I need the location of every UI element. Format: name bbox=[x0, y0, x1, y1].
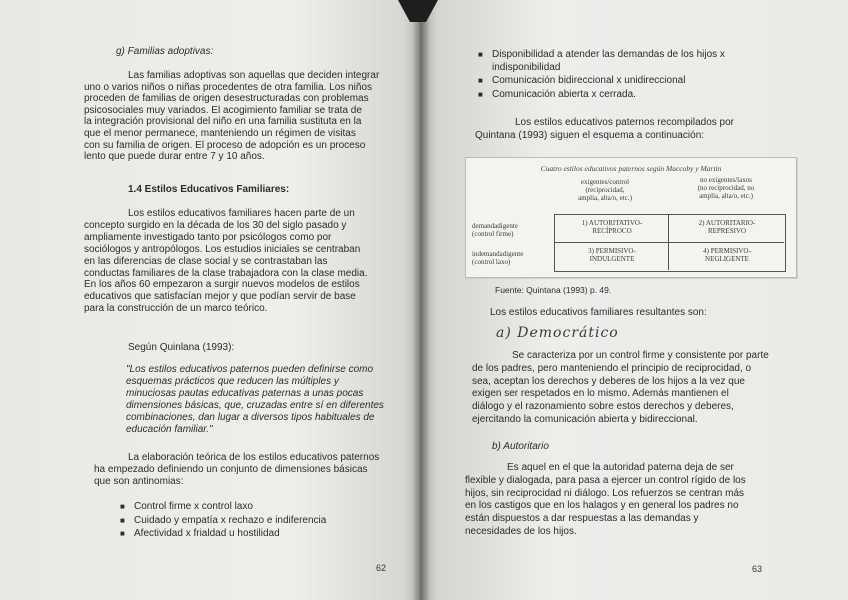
text-line: En los años 60 empezaron a surgir nuevos modelos de estilos bbox=[84, 279, 360, 291]
page-number-left: 62 bbox=[376, 563, 387, 573]
figure-cell-permisivo-indulgente: 3) PERMISIVO- INDULGENTE bbox=[588, 247, 636, 263]
text-line: que son antinomias: bbox=[94, 476, 184, 487]
text-line: ejercitando la comunicación abierta y bidireccional. bbox=[472, 413, 698, 425]
figure-cell-autoritario: 2) AUTORITARIO- REPRESIVO bbox=[698, 219, 756, 235]
figure-col-header-1: exigentes/control (reciprocidad, amplia, alta/o, etc.) bbox=[578, 178, 632, 202]
paragraph-elaboracion bbox=[94, 452, 386, 488]
heading-democratico: a) Democrático bbox=[496, 325, 619, 341]
paragraph-familias-adoptivas bbox=[84, 70, 381, 163]
bullet-icon: ■ bbox=[120, 529, 125, 538]
text-line: necesidades de los hijos. bbox=[465, 525, 577, 537]
text-line: de los padres, pero manteniendo el principio de reciprocidad, o bbox=[472, 362, 752, 374]
text-line: Es aquel en el que la autoridad paterna deja de ser bbox=[507, 462, 734, 473]
text-line: ha empezado definiendo un conjunto de dimensiones básicas bbox=[94, 464, 368, 475]
quote-line: minuciosas pautas educativas paternas a unas pocas bbox=[126, 388, 364, 399]
list-item: ■ Control firme x control laxo bbox=[120, 501, 253, 512]
text-line: uno o varios niños o niñas procedentes de otra familia. Los niños bbox=[84, 81, 372, 93]
paragraph-estilos bbox=[84, 208, 381, 315]
list-item: ■ Comunicación abierta x cerrada. bbox=[478, 88, 636, 100]
right-page bbox=[420, 0, 848, 600]
section-heading-estilos: 1.4 Estilos Educativos Familiares: bbox=[128, 184, 290, 195]
figure-row-label-1: demandadigente (control firme) bbox=[472, 222, 518, 238]
text-line: Los estilos educativos paternos recompilados por bbox=[515, 117, 735, 128]
list-item: ■ Afectividad x frialdad u hostilidad bbox=[120, 528, 280, 539]
quote-line: combinaciones, dan lugar a diversos tipos habituales de bbox=[126, 412, 375, 423]
left-page bbox=[0, 0, 420, 600]
antinomias-list bbox=[120, 500, 326, 541]
figure-row-label-2: indemandadigente (control laxo) bbox=[472, 250, 524, 266]
list-item: ■ Comunicación bidireccional x unidireccional bbox=[478, 75, 686, 87]
estilos-figure bbox=[465, 157, 797, 278]
quote-block bbox=[126, 364, 384, 436]
list-item: indisponibilidad bbox=[492, 62, 561, 74]
text-line: para la construcción de un marco teórico. bbox=[84, 303, 268, 315]
text-line: con su familia de origen. El proceso de adopción es un proceso bbox=[84, 139, 366, 151]
bullet-icon: ■ bbox=[478, 76, 483, 86]
text-line: hijos, sin reciprocidad ni diálogo. Los refuerzos se centran más bbox=[465, 487, 745, 499]
figure-source: Fuente: Quintana (1993) p. 49. bbox=[495, 285, 612, 295]
text-line: Quintana (1993) siguen el esquema a continuación: bbox=[475, 130, 705, 141]
figure-cell-permisivo-negligente: 4) PERMISIVO- NEGLIGENTE bbox=[703, 247, 751, 263]
list-item: ■ Cuidado y empatía x rechazo e indiferencia bbox=[120, 514, 327, 526]
quote-line: esquemas prácticos que reducen las múltiples y bbox=[126, 376, 339, 387]
quote-line: dimensiones básicas, que, cruzadas entre sí en diferentes bbox=[126, 400, 384, 411]
figure-grid-divider-v bbox=[668, 214, 669, 270]
text-line: concepto surgido en la década de los 30 del siglo pasado y bbox=[84, 219, 347, 231]
text-line: proceden de familias de origen desestructuradas con problemas bbox=[84, 93, 369, 105]
segun-quinlana: Según Quinlana (1993): bbox=[128, 342, 235, 353]
heading-familias-adoptivas: g) Familias adoptivas: bbox=[116, 46, 214, 57]
text-line: lento que puede durar entre 7 y 10 años. bbox=[84, 151, 265, 163]
text-line: educativos que satisfacían mejor y que podían servir de base bbox=[84, 291, 356, 303]
antinomias-list-continued bbox=[478, 48, 725, 101]
paragraph-democratico bbox=[472, 350, 814, 427]
quote-line: educación familiar." bbox=[126, 424, 213, 435]
quote-line: "Los estilos educativos paternos pueden definirse como bbox=[126, 364, 374, 375]
paragraph-esquema bbox=[475, 116, 805, 142]
list-item: ■ Disponibilidad a atender las demandas de los hijos x bbox=[478, 49, 725, 60]
text-line: sociólogos y antropólogos. Los estudios iniciales se centraban bbox=[84, 243, 361, 255]
text-line: conductas familiares de la clase trabajadora con la clase media. bbox=[84, 267, 368, 279]
book-gutter bbox=[412, 0, 430, 600]
text-line: están dispuestos a dar respuestas a las demandas y bbox=[465, 513, 699, 525]
bullet-icon: ■ bbox=[478, 50, 483, 59]
text-line: la integración provisional del niño en una familia sustituta en la bbox=[84, 116, 362, 128]
text-line: Se caracteriza por un control firme y consistente por parte bbox=[512, 350, 769, 361]
bullet-icon: ■ bbox=[120, 502, 125, 511]
text-line: en los castigos que en los halagos y en general los padres no bbox=[465, 500, 739, 512]
figure-grid-divider-h bbox=[554, 242, 784, 243]
text-line: en las diferencias de clase social y se contrastaban las bbox=[84, 255, 328, 267]
figure-cell-autoritativo: 1) AUTORITATIVO- RECÍPROCO bbox=[581, 219, 643, 235]
bullet-icon: ■ bbox=[120, 515, 125, 525]
paragraph-autoritario bbox=[465, 462, 815, 539]
text-line: ampliamente investigado tanto por psicólogos como por bbox=[84, 231, 332, 243]
figure-col-header-2: no exigentes/laxos (no reciprocidad, no amplia, alta/o, etc.) bbox=[697, 176, 755, 200]
text-line: diálogo y el razonamiento sobre estos derechos y deberes, bbox=[472, 401, 734, 413]
text-line: Las familias adoptivas son aquellas que deciden integrar bbox=[128, 70, 380, 81]
text-line: psicosociales muy variados. El acogimiento familiar se trata de bbox=[84, 104, 362, 116]
page-number-right: 63 bbox=[752, 564, 763, 574]
resultantes-line: Los estilos educativos familiares resultantes son: bbox=[490, 307, 707, 318]
text-line: La elaboración teórica de los estilos educativos paternos bbox=[128, 452, 380, 463]
heading-autoritario: b) Autoritario bbox=[492, 441, 549, 452]
text-line: exigen ser respetados en lo mismo. Además mantienen el bbox=[472, 388, 729, 400]
text-line: flexible y dialogada, para pasa a ejercer un control rígido de los bbox=[465, 474, 746, 486]
figure-title: Cuatro estilos educativos paternos según Maccoby y Martin bbox=[540, 164, 722, 173]
text-line: sea, aceptan los derechos y deberes de los hijos a la vez que bbox=[472, 375, 745, 387]
bullet-icon: ■ bbox=[478, 89, 483, 99]
text-line: Los estilos educativos familiares hacen parte de un bbox=[128, 208, 355, 219]
text-line: que el menor permanece, manteniendo un régimen de visitas bbox=[84, 127, 356, 139]
